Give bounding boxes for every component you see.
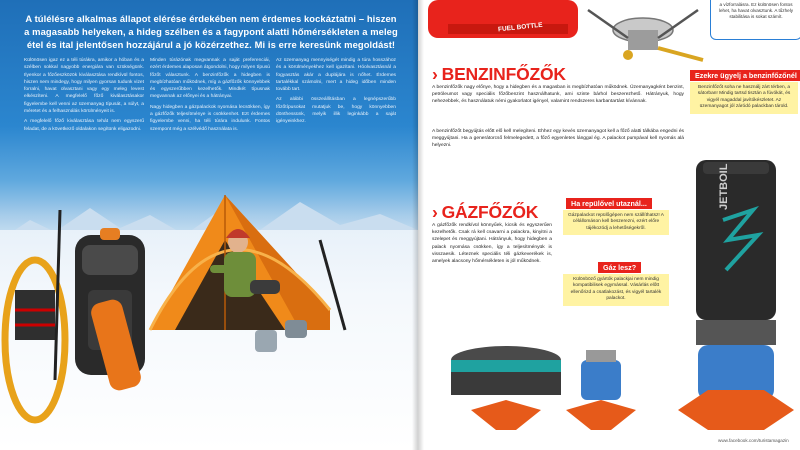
airplane-tip-box: Gázpalackot repülőgépen nem szállíthatsz! A célállomáson kell beszerezni, ezért előre tájékozódj a lehetőségekről. bbox=[563, 210, 669, 235]
fuel-bottle-label: FUEL BOTTLE bbox=[497, 21, 543, 34]
benzin-text-1: A benzinfőzők nagy előnye, hogy a hidegben és a magasban is megbízhatóan működnek. Üzemanyagként benzint, petróleumot vagy speciális főzőbenzint használhatunk, ami szinte bárhol beszerezhető. Hátrányuk, hogy nehezebbek, és használatuk némi gyakorlatot igényel, valamint rendszeres karbantartást kívánnak. bbox=[432, 85, 684, 105]
col3-para: Az üzemanyag mennyiségét mindig a túra hosszához és a körülményekhez kell igazítani. Hóolvasztásnál a fogyasztás akár a duplájára is nőhet. Érdemes tartalékkal számolni, mert a hideg időben minden tovább tart. bbox=[276, 58, 396, 93]
gaz-text: A gázfőzők rendkívül könnyűek, kicsik és egyszerűen kezelhetők. Csak rá kell csavarni a palackra, kinyitni a szelepet és meggyújtani. Hátrányuk, hogy hidegben a palack nyomása csökken, így a teljesítményük is visszaesik. Léteznek speciális téli gázkeverékek is, amelyek alacsony hőmérsékleten is jól működnek. bbox=[432, 223, 552, 265]
chevron-right-icon-2: › bbox=[432, 202, 438, 222]
right-page bbox=[418, 0, 800, 450]
gaz-heading-text: GÁZFŐZŐK bbox=[441, 202, 539, 222]
col3-para-2: Az alábbi összeállításban a legnépszerűbb főzőtípusokat mutatjuk be, hogy könnyebben dönthessünk, melyik illik leginkább a saját igényeinkhez. bbox=[276, 97, 396, 125]
airplane-tip-tag: Ha repülővel utaznál... bbox=[566, 198, 652, 209]
benzin-heading-text: BENZINFŐZŐK bbox=[441, 64, 566, 84]
chevron-right-icon: › bbox=[432, 64, 438, 84]
page-spine bbox=[412, 0, 424, 450]
intro-text: A túlélésre alkalmas állapot elérése érdekében nem érdemes kockáztatni – hiszen a magasabb helyeken, a hideg szélben és a fagypont alatti hőmérsékleten a meleg étel és ital jelentősen hozzájárul a jó közérzethez. Mi is erre keresünk megoldást! bbox=[24, 13, 398, 50]
petrol-stove-image bbox=[578, 0, 708, 70]
gas-pot-set-image bbox=[446, 330, 656, 440]
benzin-tip-box: Benzinfőzőt soha ne használj zárt térben, a sátorban! Mindig tartsd tisztán a fúvókát, és vigyél magaddal javítókészletet. Az üzemanyagot jól záródó palackban tárold. bbox=[690, 82, 798, 114]
footer-url: www.facebook.com/turistamagazin bbox=[718, 438, 789, 443]
gas-tip-tag: Gáz lesz? bbox=[598, 262, 641, 273]
jetboil-label: JETBOIL bbox=[718, 163, 730, 210]
benzin-text-2: A benzinfőzőt begyújtás előtt elő kell melegíteni. Ehhez egy kevés üzemanyagot kell a főző alatti tálkába engedni és meggyújtani. Ha a generátorcső felmelegedett, a főző egyenletes lánggal ég. A palackot pumpával kell nyomás alá helyezni. bbox=[432, 129, 684, 149]
col1-para: Különösen igaz ez a téli túrákra, amikor a hóban és a szélben sokkal nagyobb energiára van szükségünk. Ilyenkor a főzőeszközök kiválasztása rendkívül fontos, hiszen nem mindegy, hogy milyen gyorsan tudunk vizet forralni, havat olvasztani vagy egy meleg levest elkészíteni. A megfelelő főző kiválasztásakor figyelembe kell venni az üzemanyag típusát, a súlyt, a méretet és a felhasználás körülményeit is. bbox=[24, 58, 144, 115]
text-column-3 bbox=[276, 57, 396, 129]
gas-tip-box: Különböző gyártók palackjai nem mindig kompatibilisek egymással. Vásárlás előtt ellenőrizd a csatlakozást, és vigyél tartalék palackot. bbox=[563, 274, 669, 306]
col2-para-2: Nagy hidegben a gázpalackok nyomása lecsökken, így a gázfőzők teljesítménye is csökkenhet. Ezt érdemes figyelembe venni, ha téli túrára indulunk. Fontos szempont még a szélvédő használata is. bbox=[150, 104, 270, 132]
text-column-1 bbox=[24, 57, 144, 136]
benzin-heading bbox=[432, 64, 566, 85]
col2-para: Minden túrázónak megvannak a saját preferenciái, ezért érdemes alaposan átgondolni, hogy milyen típusú főzőt választunk. A benzinfőzők a hidegben is megbízhatóan működnek, míg a gázfőzők könnyebbek és egyszerűbben kezelhetők. Mindkét típusnak megvannak az előnyei és a hátrányai. bbox=[150, 58, 270, 100]
col1-para-2: A megfelelő főző kiválasztása tehát nem egyszerű feladat, de a következő oldalakon segítünk eligazodni. bbox=[24, 119, 144, 132]
benzin-tip-tag: Ezekre ügyelj a benzinfőzőnél bbox=[690, 70, 800, 81]
winter-camp-scene bbox=[0, 180, 418, 450]
gaz-heading bbox=[432, 202, 538, 223]
jetboil-stove-image bbox=[668, 140, 800, 440]
text-column-2 bbox=[150, 57, 270, 136]
top-info-box: a vízforralásra. Ez különösen fontos lehet, ha havat olvasztunk. A tűzhely stabilitása is sokat számít. bbox=[710, 0, 800, 40]
